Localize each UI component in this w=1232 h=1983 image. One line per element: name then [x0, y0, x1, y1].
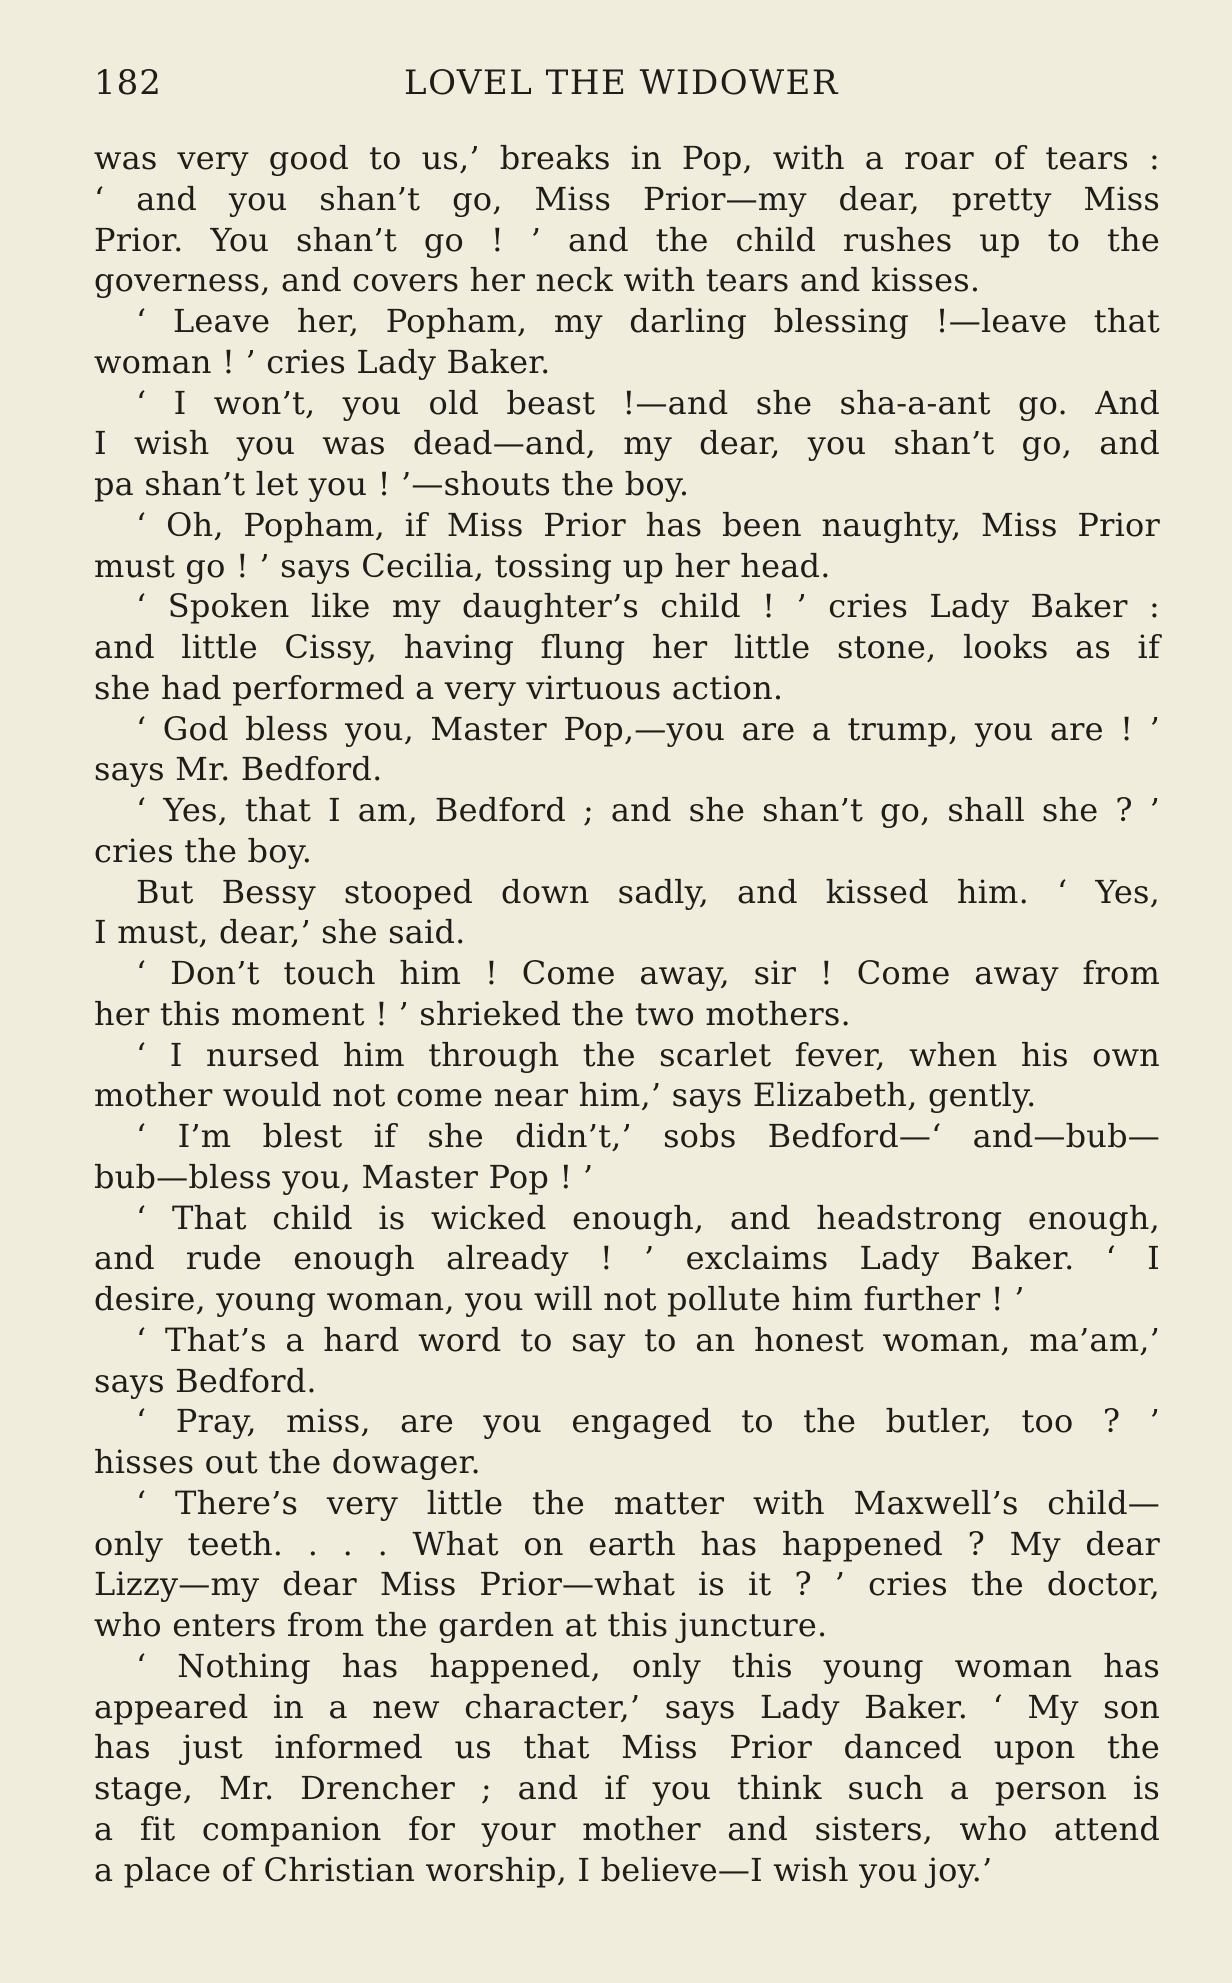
text-line: ‘ I nursed him through the scarlet fever, when his own [136, 1035, 1160, 1074]
text-line: hisses out the dowager. [94, 1443, 481, 1481]
text-line: and little Cissy, having flung her little stone, looks as if [94, 628, 1160, 666]
text-line: bub—bless you, Master Pop ! ’ [94, 1157, 594, 1196]
text-line: her this moment ! ’ shrieked the two mothers. [94, 994, 851, 1033]
text-line: ‘ There’s very little the matter with Maxwell’s child— [136, 1483, 1160, 1522]
text-line: ‘ Oh, Popham, if Miss Prior has been naughty, Miss Prior [136, 505, 1160, 544]
text-line: ‘ Leave her, Popham, my darling blessing !—leave that [136, 302, 1160, 340]
text-line: Lizzy—my dear Miss Prior—what is it ? ’ cries the doctor, [94, 1565, 1160, 1604]
text-line: ‘ That’s a hard word to say to an honest woman, ma’am,’ [136, 1320, 1160, 1359]
text-line: ‘ Pray, miss, are you engaged to the butler, too ? ’ [136, 1402, 1160, 1441]
text-line: has just informed us that Miss Prior danced upon the [94, 1728, 1160, 1767]
text-line: Prior. You shan’t go ! ’ and the child rushes up to the [94, 220, 1160, 259]
text-line: ‘ Spoken like my daughter’s child ! ’ cries Lady Baker : [136, 587, 1160, 626]
text-line: a place of Christian worship, I believe—I wish you joy.’ [94, 1850, 993, 1889]
text-line: must go ! ’ says Cecilia, tossing up her head. [94, 546, 831, 585]
text-line: ‘ Don’t touch him ! Come away, sir ! Come away from [136, 954, 1160, 992]
text-line: says Mr. Bedford. [94, 750, 383, 789]
text-line: pa shan’t let you ! ’—shouts the boy. [94, 465, 690, 503]
text-line: ‘ Nothing has happened, only this young woman has [136, 1646, 1160, 1685]
text-line: appeared in a new character,’ says Lady Baker. ‘ My son [94, 1687, 1160, 1726]
text-line: cries the boy. [94, 831, 313, 870]
text-line: she had performed a very virtuous action. [94, 668, 784, 707]
text-line: says Bedford. [94, 1361, 317, 1400]
text-line: I must, dear,’ she said. [94, 913, 466, 952]
page-number: 182 [94, 63, 162, 103]
text-line: But Bessy stooped down sadly, and kissed him. ‘ Yes, [136, 872, 1160, 911]
text-line: ‘ Yes, that I am, Bedford ; and she shan’t go, shall she ? ’ [136, 791, 1160, 829]
text-line: ‘ I won’t, you old beast !—and she sha-a-ant go. And [136, 383, 1160, 422]
text-line: stage, Mr. Drencher ; and if you think such a person is [94, 1769, 1160, 1807]
text-line: ‘ That child is wicked enough, and headstrong enough, [136, 1198, 1160, 1237]
text-line: governess, and covers her neck with tears and kisses. [94, 261, 981, 300]
text-line: ‘ God bless you, Master Pop,—you are a trump, you are ! ’ [136, 709, 1160, 748]
running-title: LOVEL THE WIDOWER [404, 63, 839, 103]
page-header [94, 58, 1154, 108]
text-line: only teeth. . . . What on earth has happened ? My dear [94, 1524, 1160, 1563]
text-line: I wish you was dead—and, my dear, you shan’t go, and [94, 424, 1160, 463]
body-text [94, 138, 1160, 1890]
text-line: and rude enough already ! ’ exclaims Lady Baker. ‘ I [94, 1239, 1160, 1278]
text-line: ‘ I’m blest if she didn’t,’ sobs Bedford—‘ and—bub— [136, 1117, 1160, 1155]
text-line: desire, young woman, you will not pollute him further ! ’ [94, 1280, 1025, 1318]
text-line: woman ! ’ cries Lady Baker. [94, 342, 551, 381]
text-line: ‘ and you shan’t go, Miss Prior—my dear, pretty Miss [94, 179, 1160, 218]
text-line: who enters from the garden at this juncture. [94, 1606, 828, 1644]
text-line: mother would not come near him,’ says Elizabeth, gently. [94, 1076, 1037, 1115]
text-line: a fit companion for your mother and sisters, who attend [94, 1809, 1160, 1848]
text-line: was very good to us,’ breaks in Pop, with a roar of tears : [94, 139, 1160, 177]
